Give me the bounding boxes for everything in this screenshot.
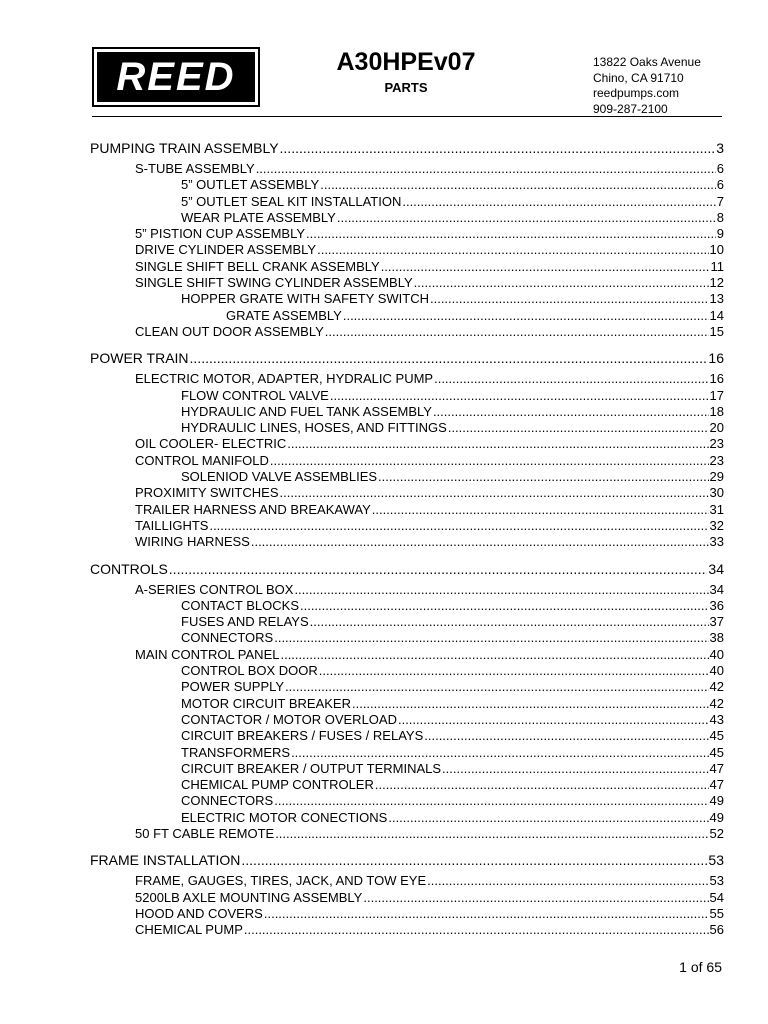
toc-entry-page: 23	[709, 436, 724, 452]
toc-entry-label: CONTROLS	[90, 560, 168, 577]
toc-entry-label: 5” PISTION CUP ASSEMBLY	[135, 226, 306, 242]
toc-dot-leader	[381, 259, 710, 275]
toc-entry-page: 34	[709, 581, 724, 597]
toc-dot-leader	[169, 561, 708, 578]
address-phone: 909-287-2100	[593, 101, 668, 116]
toc-entry-page: 16	[708, 350, 724, 367]
toc-entry-page: 31	[709, 501, 724, 517]
toc-entry-label: 5” OUTLET ASSEMBLY	[181, 177, 320, 193]
toc-entry-page: 43	[709, 711, 724, 727]
address-city: Chino, CA 91710	[593, 70, 684, 85]
toc-entry	[90, 177, 724, 193]
toc-entry-label: PUMPING TRAIN ASSEMBLY	[90, 140, 279, 156]
toc-entry	[90, 324, 724, 340]
toc-entry-label: CIRCUIT BREAKERS / FUSES / RELAYS	[181, 728, 424, 744]
toc-entry	[90, 291, 724, 307]
toc-entry	[90, 485, 724, 501]
toc-dot-leader	[251, 534, 709, 550]
toc-entry	[90, 679, 724, 695]
toc-dot-leader	[317, 242, 708, 258]
toc-entry-page: 47	[709, 760, 724, 776]
toc-entry-label: DRIVE CYLINDER ASSEMBLY	[135, 242, 317, 258]
toc-entry	[90, 436, 724, 452]
toc-entry-page: 49	[709, 809, 724, 825]
toc-dot-leader	[280, 485, 709, 501]
toc-entry-label: CLEAN OUT DOOR ASSEMBLY	[135, 323, 324, 339]
toc-entry	[90, 696, 724, 712]
toc-entry	[90, 453, 724, 469]
toc-entry-label: A-SERIES CONTROL BOX	[135, 581, 294, 597]
toc-dot-leader	[363, 890, 708, 906]
toc-entry-label: PROXIMITY SWITCHES	[135, 485, 279, 501]
toc-entry-page: 23	[709, 452, 724, 468]
toc-dot-leader	[274, 630, 708, 646]
toc-dot-leader	[343, 308, 709, 324]
toc-entry-label: MAIN CONTROL PANEL	[135, 646, 280, 662]
toc-dot-leader	[244, 922, 709, 938]
toc-entry-label: SOLENIOD VALVE ASSEMBLIES	[181, 469, 378, 485]
reed-logo	[92, 47, 260, 107]
toc-entry-label: HOOD AND COVERS	[135, 905, 263, 921]
toc-dot-leader	[285, 679, 708, 695]
toc-entry-label: CIRCUIT BREAKER / OUTPUT TERMINALS	[181, 760, 442, 776]
document-title: A30HPEv07	[336, 48, 476, 76]
toc-entry-page: 37	[709, 614, 724, 630]
toc-dot-leader	[280, 140, 716, 157]
toc-entry	[90, 598, 724, 614]
toc-dot-leader	[319, 663, 709, 679]
toc-entry-page: 13	[709, 291, 724, 307]
toc-entry-page: 6	[716, 177, 724, 193]
toc-dot-leader	[330, 388, 709, 404]
toc-entry	[90, 420, 724, 436]
toc-entry-label: CONNECTORS	[181, 793, 274, 809]
toc-dot-leader	[241, 852, 707, 869]
toc-entry	[90, 259, 724, 275]
toc-dot-leader	[398, 712, 709, 728]
toc-entry	[90, 582, 724, 598]
toc-dot-leader	[190, 350, 708, 367]
toc-entry	[90, 308, 724, 324]
toc-dot-leader	[320, 177, 716, 193]
toc-entry	[90, 663, 724, 679]
toc-entry-label: FRAME INSTALLATION	[90, 852, 241, 869]
toc-entry-label: 5200LB AXLE MOUNTING ASSEMBLY	[135, 889, 363, 905]
toc-entry-label: FUSES AND RELAYS	[181, 614, 309, 630]
toc-entry-page: 33	[709, 534, 724, 550]
toc-entry	[90, 810, 724, 826]
toc-entry-label: 5” OUTLET SEAL KIT INSTALLATION	[181, 193, 402, 209]
toc-dot-leader	[209, 518, 708, 534]
toc-entry-page: 12	[709, 275, 724, 291]
reed-logo-text: REED	[116, 54, 236, 99]
address-website: reedpumps.com	[593, 86, 680, 100]
toc-dot-leader	[442, 761, 708, 777]
toc-entry-label: FRAME, GAUGES, TIRES, JACK, AND TOW EYE	[135, 873, 427, 889]
page-indicator: 1 of 65	[679, 959, 722, 975]
toc-entry-label: CONTACTOR / MOTOR OVERLOAD	[181, 711, 397, 727]
toc-entry-page: 16	[709, 371, 724, 387]
toc-entry-page: 10	[709, 242, 724, 258]
toc-entry	[90, 161, 724, 177]
toc-entry-page: 7	[716, 193, 724, 209]
toc-entry-page: 15	[709, 323, 724, 339]
toc-entry-page: 52	[709, 825, 724, 841]
toc-entry	[90, 793, 724, 809]
toc-entry-page: 47	[709, 777, 724, 793]
toc-entry-label: CHEMICAL PUMP	[135, 922, 243, 938]
toc-entry-page: 38	[709, 630, 724, 646]
toc-entry	[90, 890, 724, 906]
toc-dot-leader	[402, 194, 715, 210]
toc-entry-page: 30	[709, 485, 724, 501]
toc-dot-leader	[294, 582, 708, 598]
toc-entry-label: POWER TRAIN	[90, 350, 189, 367]
toc-entry	[90, 614, 724, 630]
toc-entry	[90, 728, 724, 744]
toc-dot-leader	[378, 469, 708, 485]
toc-entry-page: 45	[709, 728, 724, 744]
toc-entry-label: 50 FT CABLE REMOTE	[135, 825, 275, 841]
toc-dot-leader	[424, 728, 708, 744]
toc-entry-page: 29	[709, 469, 724, 485]
toc-entry	[90, 745, 724, 761]
toc-dot-leader	[310, 614, 709, 630]
toc-entry-label: CONTROL MANIFOLD	[135, 452, 269, 468]
toc-entry-page: 32	[709, 517, 724, 533]
toc-entry	[90, 275, 724, 291]
toc-entry-page: 42	[709, 679, 724, 695]
toc-entry	[90, 469, 724, 485]
toc-entry-label: WIRING HARNESS	[135, 534, 250, 550]
toc-entry-label: S-TUBE ASSEMBLY	[135, 161, 255, 176]
toc-entry-label: CONNECTORS	[181, 630, 274, 646]
toc-entry-page: 40	[709, 663, 724, 679]
toc-entry-label: OIL COOLER- ELECTRIC	[135, 436, 287, 452]
toc-entry-page: 56	[709, 922, 724, 938]
toc-section-entry	[90, 350, 724, 367]
toc-entry-page: 45	[709, 744, 724, 760]
toc-dot-leader	[325, 324, 709, 340]
toc-entry	[90, 194, 724, 210]
toc-dot-leader	[427, 873, 708, 889]
toc-entry-page: 36	[709, 597, 724, 613]
toc-dot-leader	[264, 906, 709, 922]
toc-dot-leader	[306, 226, 716, 242]
toc-entry-label: MOTOR CIRCUIT BREAKER	[181, 695, 351, 711]
toc-entry-label: HYDRAULIC LINES, HOSES, AND FITTINGS	[181, 420, 447, 436]
toc-entry-label: HYDRAULIC AND FUEL TANK ASSEMBLY	[181, 403, 432, 419]
address-street: 13822 Oaks Avenue	[593, 55, 701, 69]
toc-entry-label: SINGLE SHIFT BELL CRANK ASSEMBLY	[135, 258, 380, 274]
toc-entry	[90, 388, 724, 404]
toc-entry	[90, 630, 724, 646]
toc-entry-page: 8	[716, 209, 724, 225]
toc-dot-leader	[372, 502, 709, 518]
toc-entry-label: ELECTRIC MOTOR, ADAPTER, HYDRALIC PUMP	[135, 371, 434, 387]
toc-entry	[90, 502, 724, 518]
toc-entry-label: CONTROL BOX DOOR	[181, 663, 318, 679]
toc-entry-label: CHEMICAL PUMP CONTROLER	[181, 777, 374, 793]
toc-entry-page: 3	[716, 140, 724, 156]
toc-entry-label: CONTACT BLOCKS	[181, 597, 299, 613]
toc-entry	[90, 712, 724, 728]
toc-entry-label: ELECTRIC MOTOR CONECTIONS	[181, 809, 388, 825]
toc-entry-page: 11	[710, 258, 724, 274]
toc-dot-leader	[448, 420, 709, 436]
toc-entry	[90, 647, 724, 663]
toc-entry-page: 18	[709, 403, 724, 419]
toc-entry	[90, 226, 724, 242]
toc-dot-leader	[300, 598, 709, 614]
table-of-contents	[90, 140, 724, 938]
toc-dot-leader	[375, 777, 709, 793]
toc-entry-label: HOPPER GRATE WITH SAFETY SWITCH	[181, 291, 429, 307]
toc-entry-label: WEAR PLATE ASSEMBLY	[181, 209, 336, 225]
toc-entry-page: 53	[709, 873, 724, 889]
toc-dot-leader	[430, 291, 709, 307]
toc-entry	[90, 404, 724, 420]
company-address	[593, 55, 701, 117]
toc-dot-leader	[291, 745, 708, 761]
toc-dot-leader	[274, 793, 708, 809]
toc-dot-leader	[352, 696, 709, 712]
toc-entry-page: 17	[709, 387, 724, 403]
toc-dot-leader	[433, 404, 709, 420]
toc-entry-label: TRAILER HARNESS AND BREAKAWAY	[135, 501, 371, 517]
toc-dot-leader	[256, 161, 716, 177]
toc-entry-page: 54	[709, 889, 724, 905]
toc-entry-page: 40	[709, 646, 724, 662]
toc-entry	[90, 371, 724, 387]
toc-section-entry	[90, 140, 724, 157]
toc-entry-page: 20	[709, 420, 724, 436]
toc-entry	[90, 826, 724, 842]
toc-entry-label: TAILLIGHTS	[135, 517, 209, 533]
toc-entry-label: SINGLE SHIFT SWING CYLINDER ASSEMBLY	[135, 275, 413, 291]
toc-dot-leader	[337, 210, 716, 226]
toc-entry	[90, 761, 724, 777]
toc-entry-page: 55	[709, 905, 724, 921]
toc-dot-leader	[270, 453, 709, 469]
toc-entry-page: 14	[709, 307, 724, 323]
toc-entry-page: 9	[716, 226, 724, 242]
toc-entry-label: GRATE ASSEMBLY	[226, 307, 342, 323]
toc-dot-leader	[275, 826, 708, 842]
toc-dot-leader	[287, 436, 708, 452]
toc-entry	[90, 922, 724, 938]
header-divider	[92, 116, 722, 117]
toc-entry-page: 49	[709, 793, 724, 809]
toc-entry-page: 6	[716, 161, 724, 176]
toc-entry	[90, 534, 724, 550]
toc-dot-leader	[280, 647, 708, 663]
toc-entry-label: TRANSFORMERS	[181, 744, 291, 760]
toc-entry-page: 34	[708, 560, 724, 577]
toc-dot-leader	[388, 810, 708, 826]
toc-entry	[90, 777, 724, 793]
toc-entry-label: FLOW CONTROL VALVE	[181, 387, 329, 403]
toc-entry	[90, 242, 724, 258]
toc-entry	[90, 518, 724, 534]
toc-entry	[90, 873, 724, 889]
document-subtitle: PARTS	[384, 80, 428, 95]
toc-dot-leader	[414, 275, 709, 291]
toc-entry-page: 42	[709, 695, 724, 711]
reed-logo-box	[97, 52, 255, 102]
toc-section-entry	[90, 852, 724, 869]
toc-dot-leader	[434, 371, 708, 387]
toc-entry-page: 53	[708, 852, 724, 869]
toc-entry-label: POWER SUPPLY	[181, 679, 285, 695]
toc-entry	[90, 906, 724, 922]
toc-entry	[90, 210, 724, 226]
toc-section-entry	[90, 561, 724, 578]
